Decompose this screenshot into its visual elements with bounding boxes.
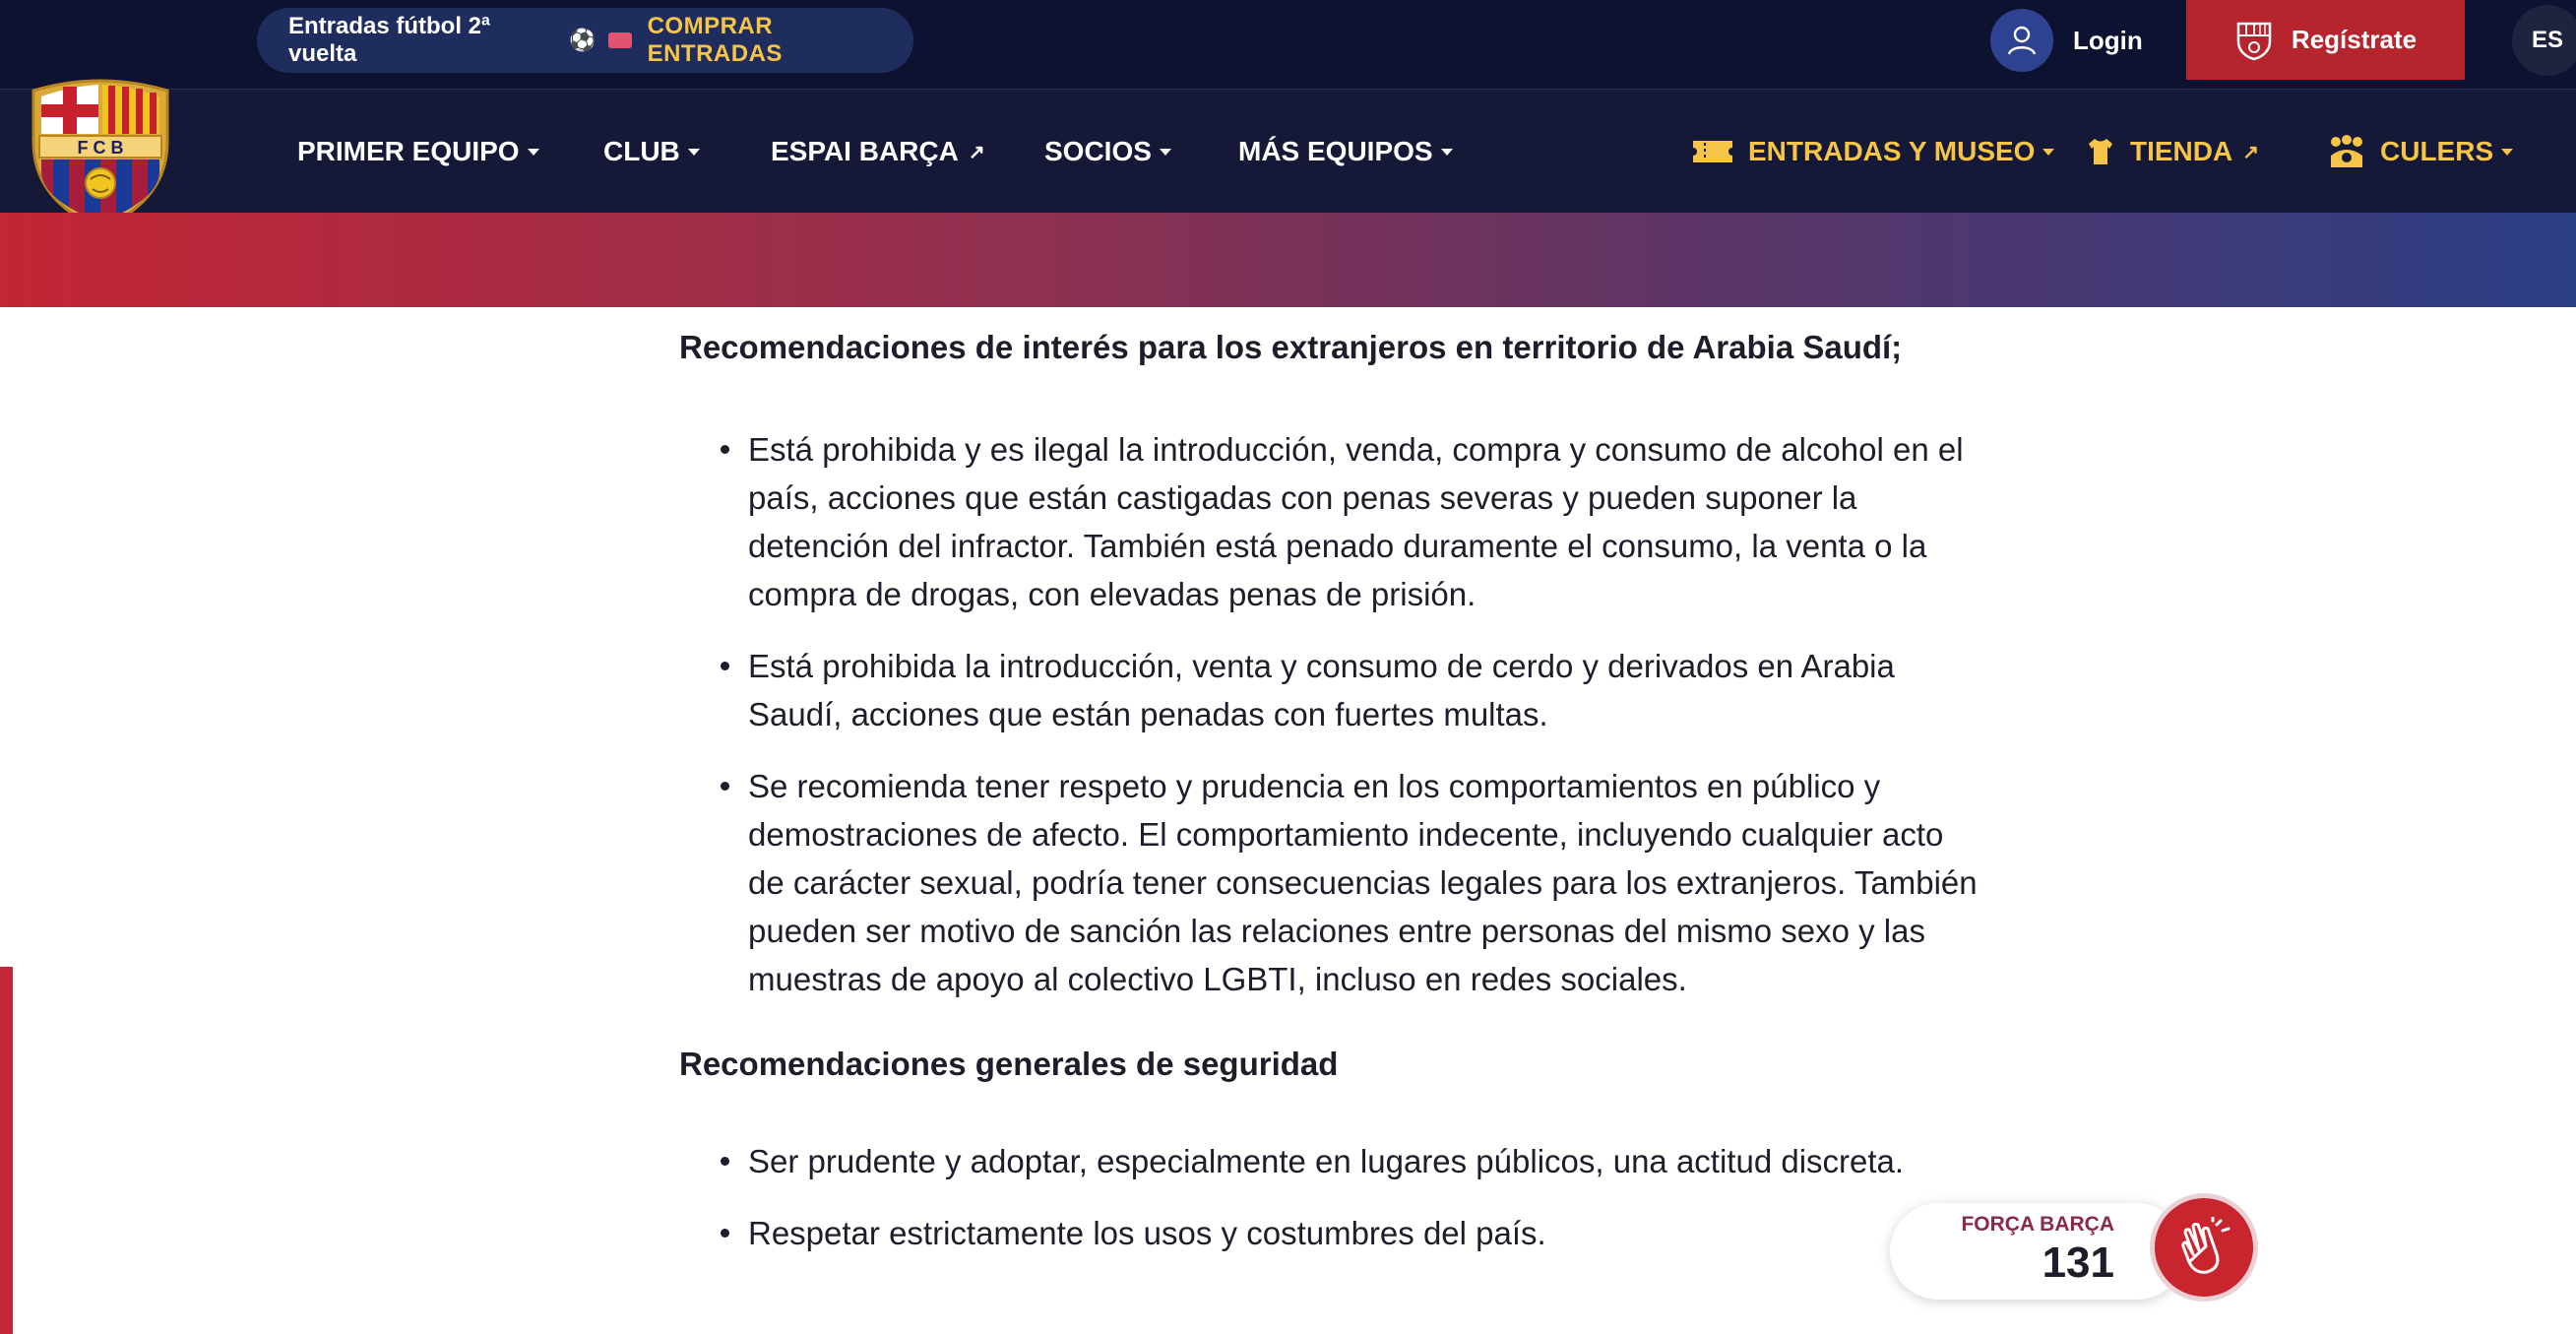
nav-club[interactable] [603, 128, 700, 175]
promo-banner[interactable] [257, 8, 913, 73]
ticket-icon [608, 32, 632, 48]
nav-socios[interactable] [1044, 128, 1171, 175]
forca-barca-widget[interactable] [1890, 1203, 2185, 1300]
fcb-crest-logo[interactable] [24, 73, 177, 232]
nav-label: CLUB [603, 136, 680, 166]
caret-down-icon [688, 149, 700, 156]
register-label: Regístrate [2291, 25, 2418, 54]
list-item: Está prohibida la introducción, venta y consumo de cerdo y derivados en Arabia Saudí, acciones que están penadas con fuertes multas. [679, 642, 1979, 738]
section-heading: Recomendaciones generales de seguridad [679, 1046, 1339, 1082]
login-label: Login [2073, 25, 2143, 55]
promo-text: Entradas fútbol 2ª vuelta [288, 13, 490, 67]
login-button[interactable] [1990, 8, 2143, 73]
crest-icon [2234, 20, 2274, 61]
clap-button[interactable] [2150, 1193, 2258, 1302]
list-item: Ser prudente y adoptar, especialmente en lugares públicos, una actitud discreta. [679, 1137, 1979, 1185]
list-item: Está prohibida y es ilegal la introducción, venda, compra y consumo de alcohol en el país, acciones que están castigadas con penas severas y pueden suponer la detención del infractor. También está penado duramente el consumo, la venta o la compra de drogas, con elevadas penas de prisión. [679, 425, 1979, 618]
caret-down-icon [1441, 149, 1453, 156]
nav-primer-equipo[interactable] [297, 128, 539, 175]
hero-gradient-band [0, 213, 2576, 307]
forca-count: 131 [2042, 1239, 2114, 1287]
svg-text:F C B: F C B [77, 138, 124, 158]
user-icon [1990, 9, 2053, 72]
external-link-icon: ↗ [968, 141, 985, 163]
nav-label: SOCIOS [1044, 136, 1152, 166]
fan-icon [2327, 134, 2366, 169]
caret-down-icon [528, 149, 539, 156]
nav-tienda[interactable] [2085, 128, 2259, 175]
caret-down-icon [2042, 149, 2054, 156]
list-item: Se recomienda tener respeto y prudencia en los comportamientos en público y demostraciones de afecto. El comportamiento indecente, incluyendo cualquier acto de carácter sexual, podría tener consecuencias legales para los extranjeros. También pueden ser motivo de sanción las relaciones entre personas del mismo sexo y las muestras de apoyo al colectivo LGBTI, incluso en redes sociales. [679, 762, 1979, 1003]
ticket-icon [1691, 139, 1734, 164]
nav-espai-barca[interactable] [771, 128, 985, 175]
nav-label: PRIMER EQUIPO [297, 136, 520, 166]
buy-tickets-link[interactable]: COMPRAR ENTRADAS [647, 13, 783, 67]
side-accent-bar [0, 967, 13, 1334]
article-body [679, 315, 1979, 1257]
register-button[interactable] [2186, 0, 2465, 80]
external-link-icon: ↗ [2242, 141, 2259, 163]
nav-label: ENTRADAS Y MUSEO [1748, 136, 2036, 166]
nav-entradas-museo[interactable] [1691, 128, 2054, 175]
shirt-icon [2085, 136, 2116, 167]
section-heading: Recomendaciones de interés para los extranjeros en territorio de Arabia Saudí; [679, 329, 1903, 365]
nav-mas-equipos[interactable] [1238, 128, 1453, 175]
list-item: Respetar estrictamente los usos y costumbres del país. [679, 1209, 1979, 1257]
soccer-ball-icon: ⚽ [569, 28, 597, 52]
nav-label: ESPAI BARÇA [771, 136, 959, 166]
recommendations-list [679, 425, 1979, 1003]
nav-culers[interactable] [2327, 128, 2513, 175]
nav-label: CULERS [2380, 136, 2494, 166]
clapping-hands-icon [2173, 1217, 2234, 1278]
caret-down-icon [1160, 149, 1171, 156]
caret-down-icon [2501, 149, 2513, 156]
language-selector[interactable]: ES [2512, 5, 2576, 76]
security-list [679, 1137, 1979, 1257]
nav-label: TIENDA [2130, 136, 2233, 166]
forca-title: FORÇA BARÇA [1961, 1213, 2114, 1236]
nav-label: MÁS EQUIPOS [1238, 136, 1433, 166]
